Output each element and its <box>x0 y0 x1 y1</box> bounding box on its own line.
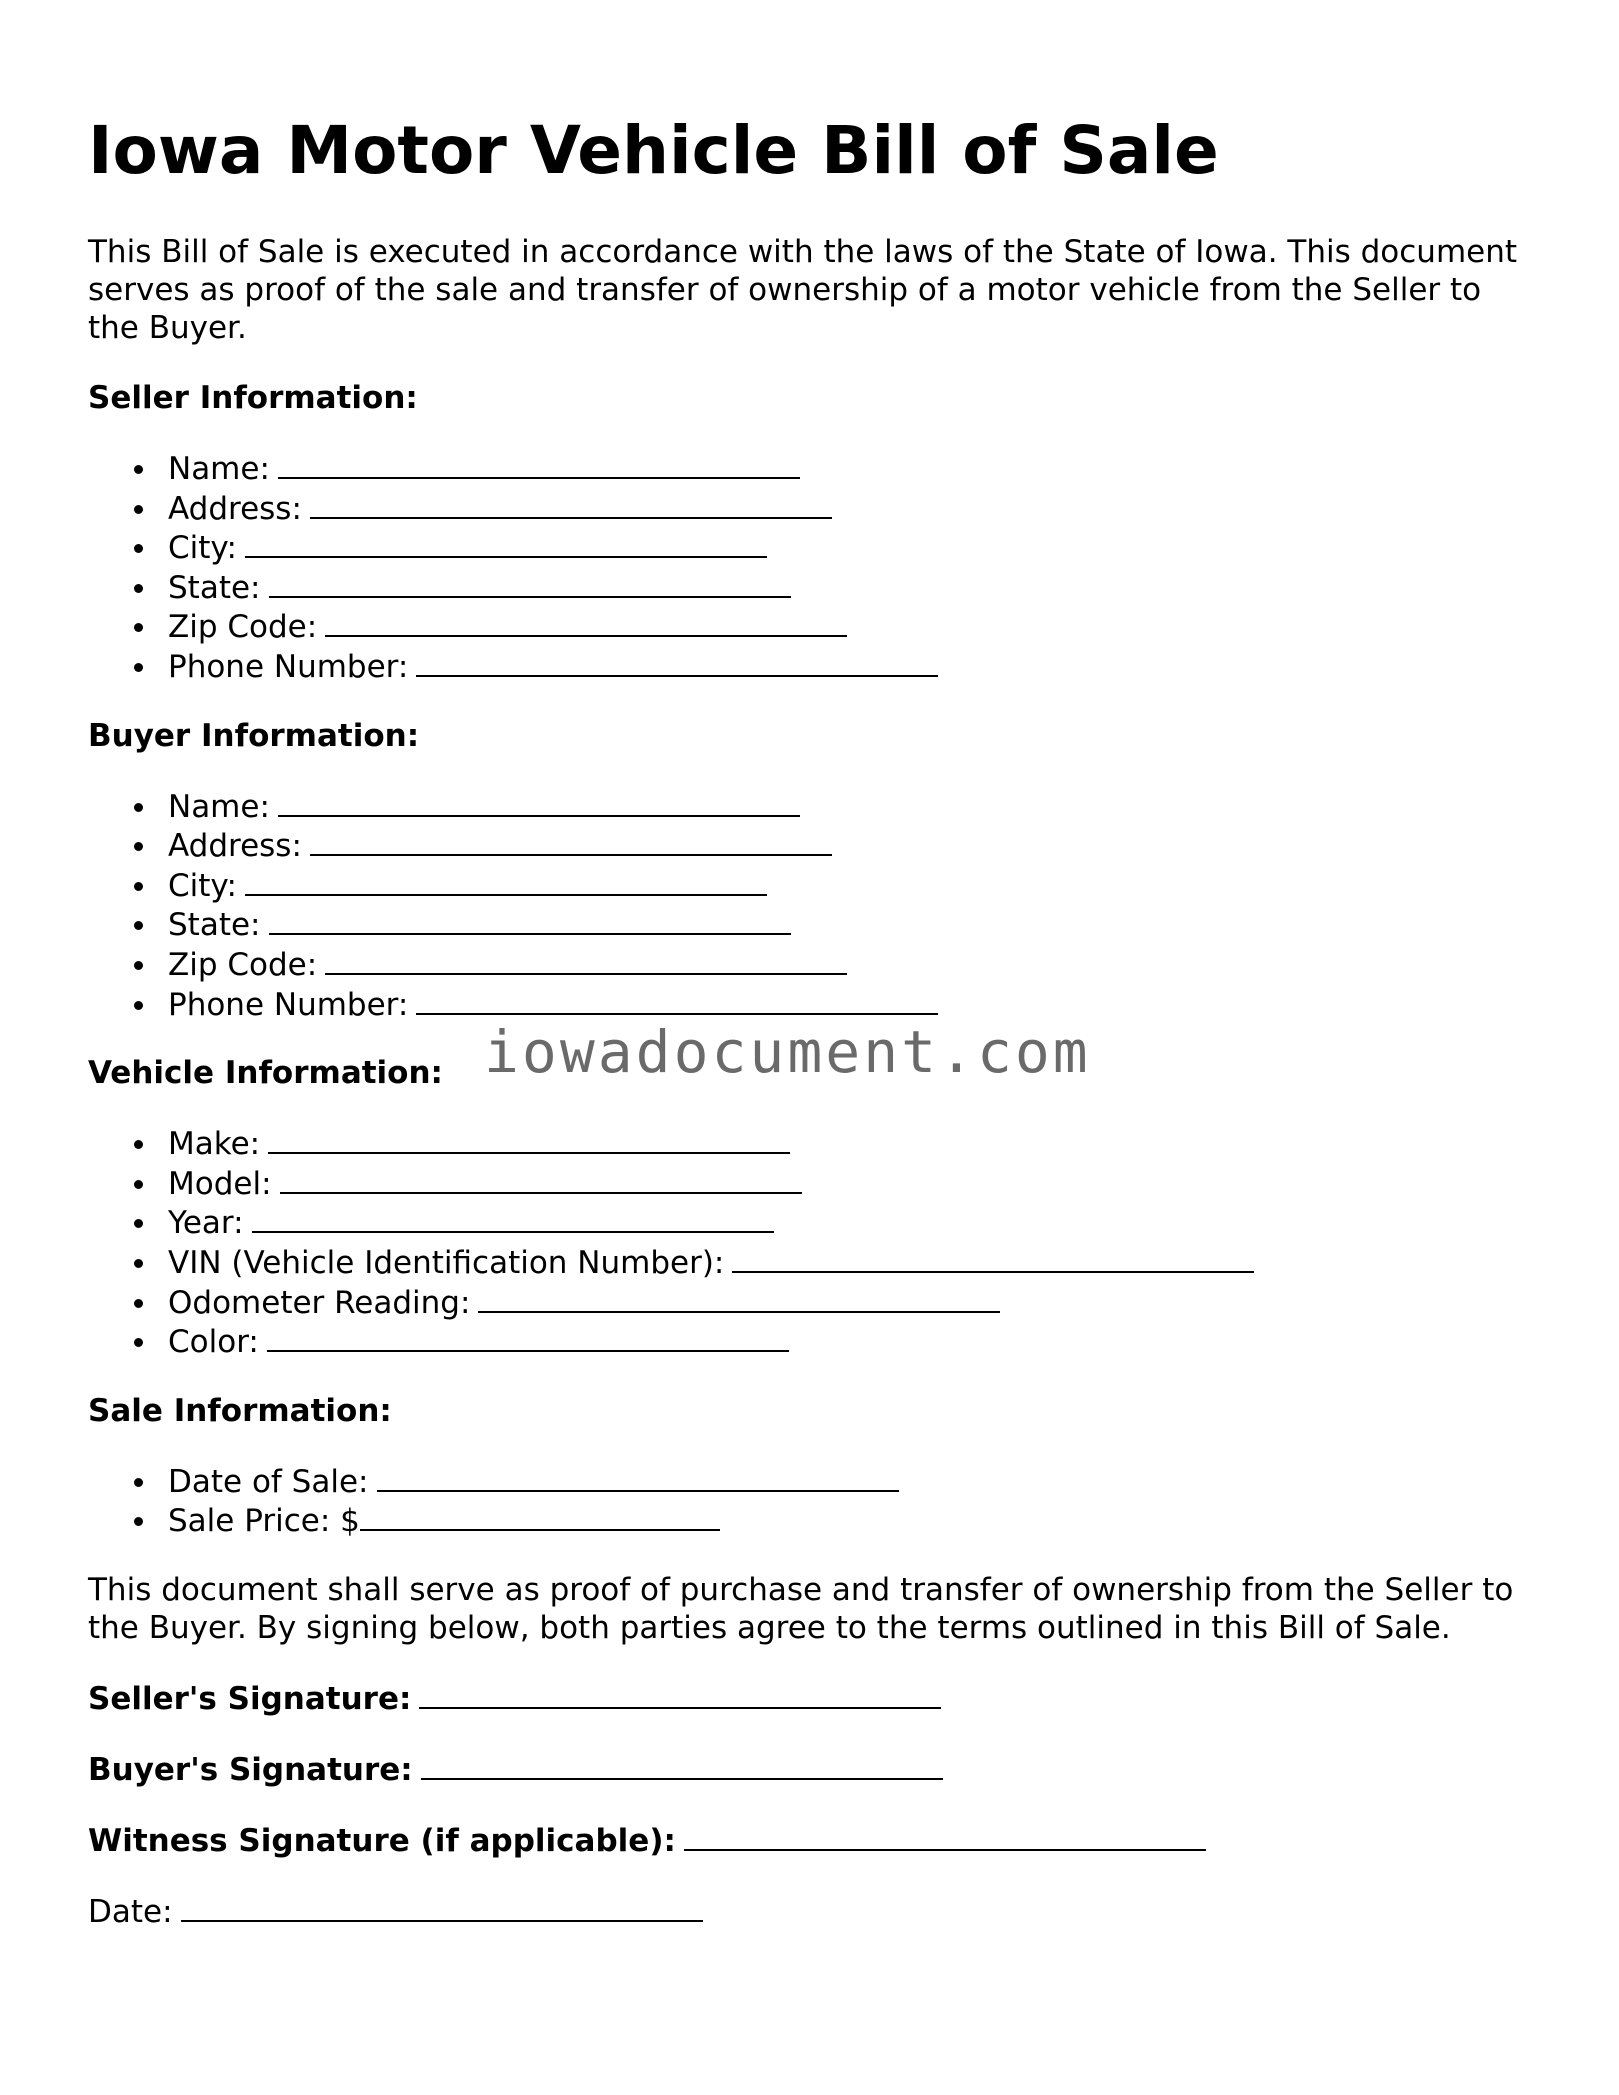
seller-zip-blank[interactable] <box>325 607 847 637</box>
buyer-address-blank[interactable] <box>310 826 832 856</box>
sale-price-blank[interactable] <box>360 1501 720 1531</box>
vehicle-make-field: Make: <box>132 1124 1528 1164</box>
sale-date-field: Date of Sale: <box>132 1462 1528 1502</box>
sale-fields <box>88 1462 1528 1541</box>
seller-address-field: Address: <box>132 489 1528 529</box>
vehicle-color-blank[interactable] <box>267 1322 789 1352</box>
buyer-city-blank[interactable] <box>245 866 767 896</box>
vehicle-odometer-field: Odometer Reading: <box>132 1283 1528 1323</box>
vehicle-model-blank[interactable] <box>280 1164 802 1194</box>
buyer-name-field: Name: <box>132 787 1528 827</box>
buyer-address-field: Address: <box>132 826 1528 866</box>
buyer-zip-field: Zip Code: <box>132 945 1528 985</box>
seller-city-field: City: <box>132 528 1528 568</box>
seller-zip-field: Zip Code: <box>132 607 1528 647</box>
buyer-state-blank[interactable] <box>269 905 791 935</box>
vehicle-color-field: Color: <box>132 1322 1528 1362</box>
sale-price-field: Sale Price: $ <box>132 1501 1528 1541</box>
closing-paragraph: This document shall serve as proof of purchase and transfer of ownership from the Seller to the Buyer. By signing below, both parties agree to the terms outlined in this Bill of Sale. <box>88 1571 1514 1646</box>
seller-state-blank[interactable] <box>269 568 791 598</box>
seller-signature-line: Seller's Signature: <box>88 1679 1528 1718</box>
witness-signature-line: Witness Signature (if applicable): <box>88 1821 1528 1860</box>
buyer-phone-field: Phone Number: <box>132 985 1528 1025</box>
vehicle-fields <box>88 1124 1528 1362</box>
buyer-city-field: City: <box>132 866 1528 906</box>
seller-address-blank[interactable] <box>310 489 832 519</box>
buyer-signature-line: Buyer's Signature: <box>88 1750 1528 1789</box>
seller-name-field: Name: <box>132 449 1528 489</box>
sale-date-blank[interactable] <box>377 1462 899 1492</box>
seller-phone-field: Phone Number: <box>132 647 1528 687</box>
sale-heading: Sale Information: <box>88 1392 392 1429</box>
vehicle-vin-field: VIN (Vehicle Identification Number): <box>132 1243 1528 1283</box>
vehicle-heading: Vehicle Information: <box>88 1055 443 1092</box>
seller-state-field: State: <box>132 568 1528 608</box>
buyer-name-blank[interactable] <box>278 787 800 817</box>
buyer-signature-blank[interactable] <box>421 1750 943 1780</box>
date-blank[interactable] <box>181 1892 703 1922</box>
seller-city-blank[interactable] <box>245 528 767 558</box>
witness-signature-blank[interactable] <box>684 1821 1206 1851</box>
buyer-heading: Buyer Information: <box>88 717 420 754</box>
vehicle-model-field: Model: <box>132 1164 1528 1204</box>
intro-paragraph: This Bill of Sale is executed in accordance with the laws of the State of Iowa. This document serves as proof of the sale and transfer of ownership of a motor vehicle from the Seller to the Buyer. <box>88 234 1518 346</box>
watermark-text: iowadocument.com <box>484 1018 1091 1086</box>
buyer-fields <box>88 787 1528 1025</box>
document-title: Iowa Motor Vehicle Bill of Sale <box>88 112 1219 189</box>
seller-signature-blank[interactable] <box>419 1679 941 1709</box>
vehicle-make-blank[interactable] <box>268 1124 790 1154</box>
vehicle-vin-blank[interactable] <box>732 1243 1254 1273</box>
seller-name-blank[interactable] <box>278 449 800 479</box>
date-line: Date: <box>88 1892 1528 1931</box>
buyer-phone-blank[interactable] <box>416 985 938 1015</box>
seller-fields <box>88 449 1528 687</box>
vehicle-year-blank[interactable] <box>252 1203 774 1233</box>
buyer-state-field: State: <box>132 905 1528 945</box>
buyer-zip-blank[interactable] <box>325 945 847 975</box>
vehicle-odometer-blank[interactable] <box>478 1283 1000 1313</box>
vehicle-year-field: Year: <box>132 1203 1528 1243</box>
seller-phone-blank[interactable] <box>416 647 938 677</box>
seller-heading: Seller Information: <box>88 380 418 416</box>
